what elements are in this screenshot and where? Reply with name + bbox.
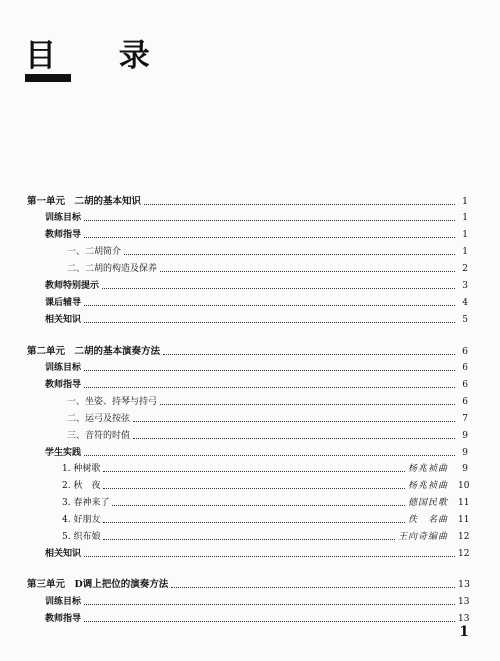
toc-entry-label: 第二单元 二胡的基本演奏方法 (27, 346, 161, 357)
toc-entry[interactable] (67, 412, 468, 426)
dot-leader (112, 505, 405, 506)
toc-entry-label: 课后辅导 (45, 298, 82, 308)
toc-entry[interactable] (45, 228, 468, 242)
dot-leader (103, 471, 405, 472)
toc-entry-label: 学生实践 (45, 448, 82, 458)
toc-entry[interactable] (27, 195, 468, 209)
toc-entry-label: 第三单元 D调上把位的演奏方法 (27, 579, 169, 590)
toc-entry-label: 3. 春神来了 (62, 498, 110, 508)
toc-entry[interactable] (62, 496, 468, 510)
dot-leader (144, 204, 455, 205)
dot-leader (103, 539, 395, 540)
toc-entry-page: 1 (462, 247, 468, 257)
dot-leader (102, 288, 455, 289)
toc-entry-page: 11 (458, 515, 470, 525)
toc-entry-label: 一、坐姿、持琴与持弓 (67, 397, 158, 407)
toc-entry-author: 杨兆祯曲 (407, 481, 448, 491)
toc-entry[interactable] (45, 279, 468, 293)
toc-entry[interactable] (45, 361, 468, 375)
toc-entry-page: 9 (462, 464, 468, 474)
toc-entry[interactable] (67, 429, 468, 443)
toc-entry-label: 教师指导 (45, 380, 82, 390)
dot-leader (133, 421, 455, 422)
toc-entry-page: 12 (458, 549, 470, 559)
dot-leader (103, 488, 405, 489)
toc-entry-label: 5. 织布娘 (62, 532, 101, 542)
toc-entry-label: 训练目标 (45, 363, 82, 373)
toc-entry[interactable] (45, 378, 468, 392)
toc-entry[interactable] (45, 211, 468, 225)
toc-entry-page: 3 (462, 281, 468, 291)
toc-entry-page: 10 (458, 481, 470, 491)
toc-entry-page: 13 (458, 614, 470, 624)
toc-entry[interactable] (45, 313, 468, 327)
toc-entry-label: 二、运弓及按弦 (67, 414, 131, 424)
dot-leader (84, 604, 455, 605)
dot-leader (84, 322, 455, 323)
toc-entry-label: 相关知识 (45, 315, 82, 325)
toc-entry[interactable] (67, 245, 468, 259)
toc-entry-page: 6 (462, 380, 468, 390)
toc-entry[interactable] (45, 612, 468, 626)
toc-entry-label: 三、音符的时值 (67, 431, 131, 441)
toc-entry-page: 13 (458, 579, 471, 590)
toc-entry-page: 12 (458, 532, 470, 542)
toc-entry[interactable] (62, 530, 468, 544)
dot-leader (84, 305, 455, 306)
toc-entry-author: 王向奇编曲 (397, 532, 448, 542)
dot-leader (84, 621, 455, 622)
toc-entry-page: 13 (458, 597, 470, 607)
toc-entry-page: 1 (461, 196, 468, 207)
toc-entry-author: 杨兆祯曲 (407, 464, 448, 474)
toc-entry-author: 佚 名曲 (407, 515, 448, 525)
toc-entry-label: 2. 秋 夜 (62, 481, 101, 491)
toc-entry-page: 1 (462, 213, 468, 223)
toc-entry-page: 7 (462, 414, 468, 424)
toc-entry[interactable] (27, 345, 468, 359)
dot-leader (171, 587, 455, 588)
toc-entry-page: 2 (462, 264, 468, 274)
toc-entry-page: 9 (462, 448, 468, 458)
dot-leader (84, 237, 455, 238)
toc-entry[interactable] (62, 462, 468, 476)
toc-entry-label: 第一单元 二胡的基本知识 (27, 196, 142, 207)
toc-entry[interactable] (45, 547, 468, 561)
toc-entry[interactable] (45, 595, 468, 609)
toc-entry[interactable] (45, 446, 468, 460)
toc-entry-label: 相关知识 (45, 549, 82, 559)
dot-leader (103, 522, 405, 523)
dot-leader (84, 387, 455, 388)
toc-entry-page: 5 (462, 315, 468, 325)
toc-entry-label: 一、二胡简介 (67, 247, 122, 257)
page-number: 1 (459, 624, 469, 640)
toc-entry-page: 11 (458, 498, 470, 508)
toc-entry-page: 6 (462, 363, 468, 373)
toc-entry-author: 德国民歌 (407, 498, 448, 508)
dot-leader (160, 271, 455, 272)
dot-leader (84, 220, 455, 221)
toc-entry-label: 1. 种树歌 (62, 464, 101, 474)
page-heading: 目 录 (25, 38, 176, 74)
toc-entry-page: 4 (462, 298, 468, 308)
toc-entry[interactable] (62, 513, 468, 527)
toc-entry-label: 训练目标 (45, 213, 82, 223)
toc-entry-label: 教师指导 (45, 230, 82, 240)
toc-entry-page: 6 (462, 397, 468, 407)
toc-entry[interactable] (62, 479, 468, 493)
dot-leader (124, 254, 455, 255)
toc-entry-page: 1 (462, 230, 468, 240)
toc-entry-label: 教师特别提示 (45, 281, 100, 291)
toc-entry-label: 训练目标 (45, 597, 82, 607)
toc-entry-page: 6 (461, 346, 468, 357)
toc-entry-label: 教师指导 (45, 614, 82, 624)
toc-entry-label: 4. 好朋友 (62, 515, 101, 525)
toc-entry[interactable] (67, 262, 468, 276)
toc-entry-page: 9 (462, 431, 468, 441)
dot-leader (163, 354, 455, 355)
dot-leader (84, 455, 455, 456)
toc-entry[interactable] (27, 578, 471, 592)
dot-leader (133, 438, 455, 439)
dot-leader (84, 370, 455, 371)
dot-leader (160, 404, 455, 405)
toc-entry[interactable] (67, 395, 468, 409)
toc-entry[interactable] (45, 296, 468, 310)
dot-leader (84, 556, 455, 557)
toc-entry-label: 二、二胡的构造及保养 (67, 264, 158, 274)
